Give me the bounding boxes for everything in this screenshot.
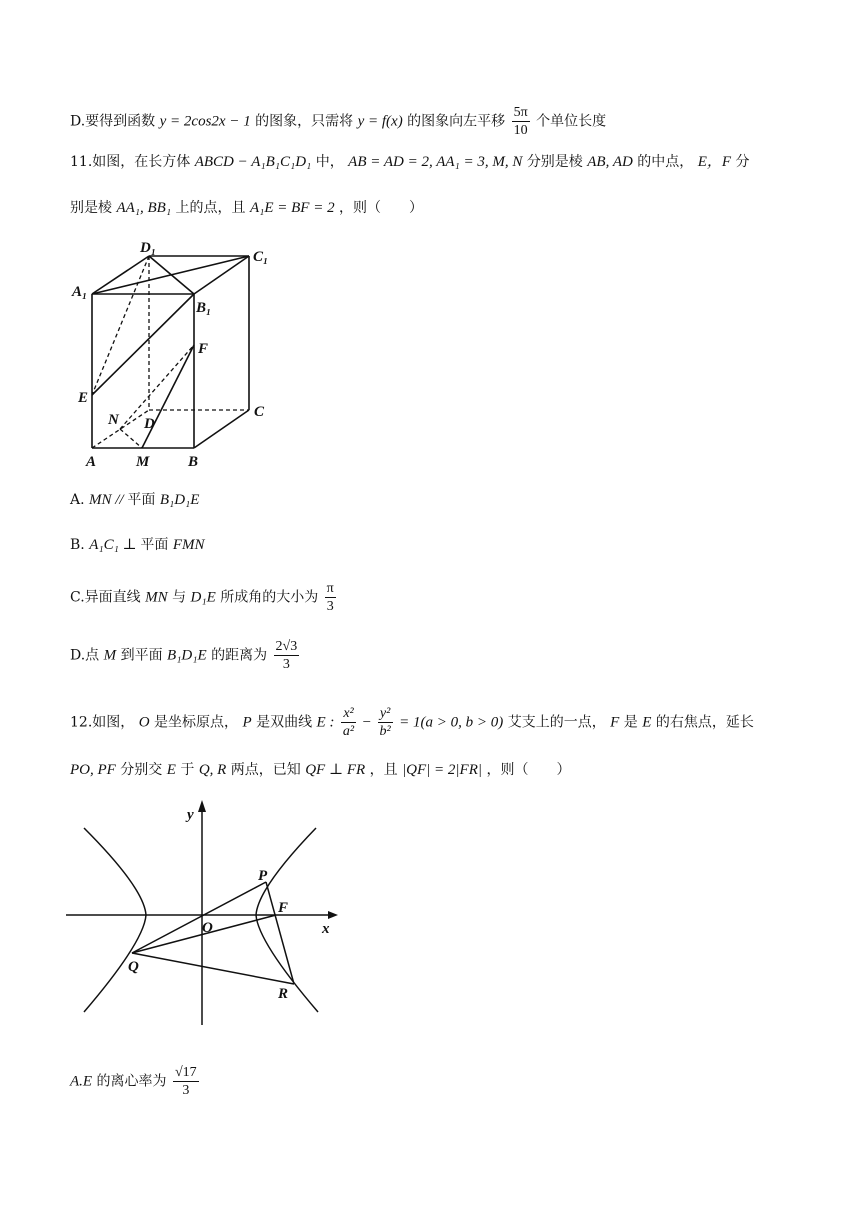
label-o: O	[202, 920, 213, 936]
option-b-plane: FMN	[172, 537, 205, 553]
q12-cond: = 1(a > 0, b > 0)	[399, 714, 504, 731]
fraction-denominator: 3	[282, 657, 290, 672]
q10-d-fraction	[512, 104, 530, 139]
q12-f: F	[610, 714, 620, 731]
fraction-numerator: 5π	[513, 105, 528, 120]
fraction-denominator: 3	[182, 1083, 190, 1098]
q11-text3: 的中点，	[637, 154, 694, 170]
q12-prefix: 12.如图，	[70, 714, 135, 731]
q12-o: O	[138, 714, 150, 731]
q12-l2-cond: |QF| = 2|FR|	[402, 762, 482, 778]
label-f: F	[198, 341, 209, 357]
q11-l2-edges: AA₁, BB₁	[116, 200, 172, 216]
label-e: E	[78, 390, 89, 406]
q12-a-fraction	[173, 1064, 199, 1099]
option-b-prefix: B.	[70, 537, 85, 553]
q11-l2-suffix: ，则（ ）	[339, 200, 424, 216]
q12-a-e: E	[82, 1073, 93, 1090]
fraction-numerator: π	[326, 581, 334, 596]
option-a-text: 平面	[127, 492, 156, 508]
q11-suffix: 分	[735, 154, 750, 170]
fraction-numerator: x²	[341, 705, 356, 723]
fraction-denominator: 10	[513, 123, 528, 138]
q12-option-a	[70, 1064, 201, 1099]
option-c-text: 与	[172, 589, 187, 606]
q11-solid: ABCD − A₁B₁C₁D₁	[194, 154, 312, 170]
q12-suffix: 的右焦点，延长	[655, 714, 754, 731]
q11-option-c	[70, 580, 338, 615]
q12-e2: E	[642, 714, 652, 731]
option-c-text2: 所成角的大小为	[220, 589, 319, 606]
q12-text: 是坐标原点，	[154, 714, 239, 731]
q11-cuboid-figure	[70, 232, 270, 472]
option-d-fraction	[274, 638, 300, 673]
fraction-denominator: a²	[342, 724, 355, 739]
q12-l2-perp: QF ⊥ FR	[305, 762, 366, 778]
q11-option-b	[70, 535, 205, 555]
option-c-prefix: C.异面直线	[70, 589, 141, 606]
q10-d-text2: 的图象向左平移	[407, 113, 506, 130]
q12-a-text: 的离心率为	[96, 1073, 167, 1090]
q11-l2-prefix: 别是棱	[70, 200, 112, 216]
q11-option-a	[70, 490, 199, 510]
q12-e: E :	[316, 714, 335, 731]
label-m: M	[136, 454, 150, 470]
q11-ef: E，F	[697, 154, 732, 170]
q12-l2-po: PO, PF	[70, 762, 116, 778]
option-d-point: M	[103, 647, 117, 664]
q12-x-fraction	[341, 705, 356, 740]
q12-text4: 是	[623, 714, 638, 731]
label-q: Q	[128, 959, 139, 975]
q11-edges: AB, AD	[587, 154, 633, 170]
label-c: C	[254, 404, 265, 420]
q12-l2-text: 分别交	[120, 762, 163, 778]
q12-l2-qr: Q, R	[198, 762, 227, 778]
label-p: P	[258, 868, 268, 884]
q10-d-prefix: D.要得到函数	[70, 113, 156, 130]
q12-l2-suffix: ，则（ ）	[486, 762, 571, 778]
label-c1: C₁	[253, 249, 269, 265]
option-a-prefix: A.	[70, 492, 85, 508]
q12-stem-line1	[70, 705, 754, 740]
label-r: R	[278, 986, 289, 1002]
label-d: D	[144, 416, 155, 432]
option-c-line1: MN	[145, 589, 168, 606]
label-d1: D₁	[140, 240, 157, 256]
option-a-math: MN //	[89, 492, 128, 508]
q12-a-prefix: A.	[70, 1073, 83, 1090]
q10-option-d	[70, 104, 606, 139]
q10-d-fx: y = f(x)	[357, 113, 403, 130]
label-x: x	[322, 921, 330, 937]
q12-stem-line2	[70, 760, 570, 780]
q11-text2: 分别是棱	[526, 154, 583, 170]
q12-l2-text3: 两点，已知	[230, 762, 301, 778]
option-c-line2: D₁E	[190, 589, 216, 606]
label-a1: A₁	[72, 284, 88, 300]
q11-prefix: 11.如图，在长方体	[70, 154, 191, 170]
q12-y-fraction	[378, 705, 393, 740]
q11-stem-line1	[70, 152, 750, 172]
fraction-numerator: 2√3	[275, 639, 298, 654]
q10-d-text: 的图象，只需将	[255, 113, 354, 130]
option-c-fraction	[325, 580, 336, 615]
q11-given: AB = AD = 2, AA₁ = 3, M, N	[348, 154, 523, 170]
option-d-text: 到平面	[120, 647, 163, 664]
option-d-plane: B₁D₁E	[167, 647, 207, 664]
label-f: F	[278, 900, 289, 916]
q10-d-function: y = 2cos2x − 1	[159, 113, 251, 130]
q11-stem-line2	[70, 198, 423, 218]
label-b: B	[188, 454, 199, 470]
q12-text3: 艾支上的一点，	[507, 714, 606, 731]
q12-p: P	[242, 714, 252, 731]
option-a-plane: B₁D₁E	[159, 492, 200, 508]
option-d-prefix: D.点	[70, 647, 100, 664]
label-a: A	[86, 454, 97, 470]
q11-option-d	[70, 638, 301, 673]
fraction-numerator: y²	[378, 705, 393, 723]
option-b-text: 平面	[140, 537, 169, 553]
q12-l2-text2: 于	[180, 762, 195, 778]
fraction-denominator: b²	[379, 724, 391, 739]
q10-d-suffix: 个单位长度	[536, 113, 607, 130]
q12-l2-text4: ，且	[369, 762, 398, 778]
label-y: y	[187, 807, 194, 823]
q12-l2-e: E	[166, 762, 176, 778]
q11-l2-cond: A₁E = BF = 2	[249, 200, 335, 216]
q11-l2-text: 上的点，且	[175, 200, 246, 216]
fraction-denominator: 3	[326, 599, 334, 614]
fraction-numerator: √17	[175, 1065, 197, 1080]
label-b1: B₁	[196, 300, 212, 316]
option-b-math: A₁C₁ ⊥	[89, 537, 141, 553]
option-d-text2: 的距离为	[211, 647, 268, 664]
q11-text: 中，	[315, 154, 344, 170]
q12-hyperbola-figure	[66, 800, 346, 1030]
q12-minus: −	[362, 714, 372, 731]
q12-text2: 是双曲线	[256, 714, 313, 731]
label-n: N	[108, 412, 119, 428]
